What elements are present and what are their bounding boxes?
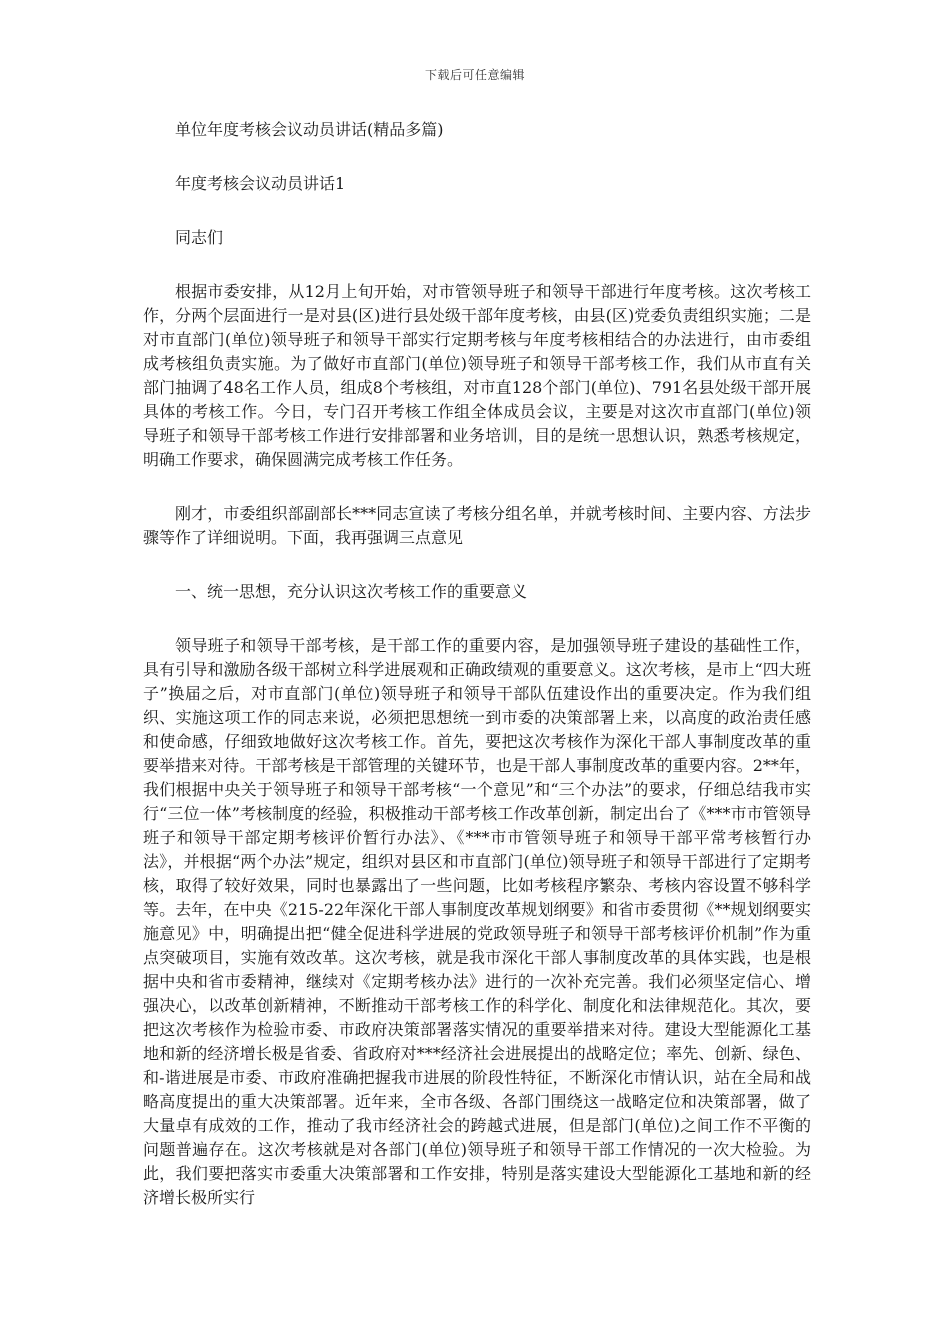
paragraph-3: 领导班子和领导干部考核，是干部工作的重要内容，是加强领导班子建设的基础性工作，具有引导和激励各级干部树立科学进展观和正确政绩观的重要意义。这次考核，是市上“四大班子”换届之后，对市直部门(单位)领导班子和领导干部队伍建设作出的重要决定。作为我们组织、实施这项工作的同志来说，必须把思想统一到市委的决策部署上来，以高度的政治责任感和使命感，仔细致地做好这次考核工作。首先，要把这次考核作为深化干部人事制度改革的重要举措来对待。干部考核是干部管理的关键环节，也是干部人事制度改革的重要内容。2**年，我们根据中央关于领导班子和领导干部考核“一个意见”和“三个办法”的要求，仔细总结我市实行“三位一体”考核制度的经验，积极推动干部考核工作改革创新，制定出台了《***市市管领导班子和领导干部定期考核评价暂行办法》、《***市市管领导班子和领导干部平常考核暂行办法》，并根据“两个办法”规定，组织对县区和市直部门(单位)领导班子和领导干部进行了定期考核，取得了较好效果，同时也暴露出了一些问题，比如考核程序繁杂、考核内容设置不够科学等。去年，在中央《215-22年深化干部人事制度改革规划纲要》和省市委贯彻《**规划纲要实施意见》中，明确提出把“健全促进科学进展的党政领导班子和领导干部考核评价机制”作为重点突破项目，实施有效改革。这次考核，就是我市深化干部人事制度改革的具体实践，也是根据中央和省市委精神，继续对《定期考核办法》进行的一次补充完善。我们必须坚定信心、增强决心，以改革创新精神，不断推动干部考核工作的科学化、制度化和法律规范化。其次，要把这次考核作为检验市委、市政府决策部署落实情况的重要举措来对待。建设大型能源化工基地和新的经济增长极是省委、省政府对***经济社会进展提出的战略定位；率先、创新、绿色、和-谐进展是市委、市政府准确把握我市进展的阶段性特征，不断深化市情认识，站在全局和战略高度提出的重大决策部署。近年来，全市各级、各部门围绕这一战略定位和决策部署，做了大量卓有成效的工作，推动了我市经济社会的跨越式进展，但是部门(单位)之间工作不平衡的问题普遍存在。这次考核就是对各部门(单位)领导班子和领导干部工作情况的一次大检验。为此，我们要把落实市委重大决策部署和工作安排，特别是落实建设大型能源化工基地和新的经济增长极所实行 bbox=[143, 636, 811, 1207]
page-header: 下载后可任意编辑 bbox=[424, 68, 525, 82]
greeting: 同志们 bbox=[175, 228, 224, 247]
speech-subtitle: 年度考核会议动员讲话1 bbox=[175, 174, 346, 193]
section-1-heading: 一、统一思想，充分认识这次考核工作的重要意义 bbox=[175, 582, 528, 601]
paragraph-2: 刚才，市委组织部副部长***同志宣读了考核分组名单，并就考核时间、主要内容、方法步骤等作了详细说明。下面，我再强调三点意见 bbox=[143, 504, 811, 547]
paragraph-1: 根据市委安排，从12月上旬开始，对市管领导班子和领导干部进行年度考核。这次考核工作，分两个层面进行一是对县(区)进行县处级干部年度考核，由县(区)党委负责组织实施；二是对市直部门(单位)领导班子和领导干部实行定期考核与年度考核相结合的办法进行，由市委组成考核组负责实施。为了做好市直部门(单位)领导班子和领导干部考核工作，我们从市直有关部门抽调了48名工作人员，组成8个考核组，对市直128个部门(单位)、791名县处级干部开展具体的考核工作。今日，专门召开考核工作组全体成员会议，主要是对这次市直部门(单位)领导班子和领导干部考核工作进行安排部署和业务培训，目的是统一思想认识，熟悉考核规定，明确工作要求，确保圆满完成考核工作任务。 bbox=[143, 282, 811, 469]
document-body bbox=[143, 118, 811, 1240]
document-title: 单位年度考核会议动员讲话(精品多篇) bbox=[175, 120, 444, 139]
